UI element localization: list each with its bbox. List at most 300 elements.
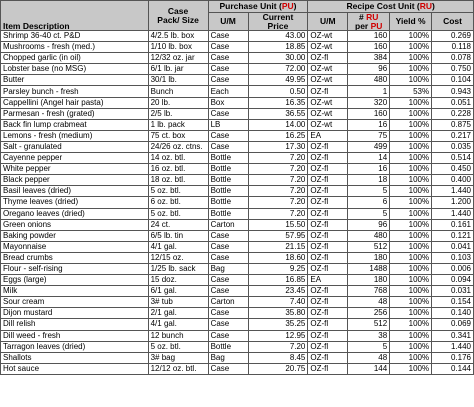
cell-pack: 6/5 lb. tin (148, 230, 208, 241)
cell-pack: 24 ct. (148, 219, 208, 230)
cell-item: Shrimp 36-40 ct. P&D (1, 31, 149, 42)
cell-cost: 0.103 (432, 252, 474, 263)
cell-ru-um: OZ-fl (308, 197, 348, 208)
cell-price: 8.45 (248, 352, 308, 363)
cell-ru-um: OZ-fl (308, 53, 348, 64)
cell-yield: 100% (390, 263, 432, 274)
cell-ru-per-pu: 5 (348, 208, 390, 219)
cell-ru-um: EA (308, 275, 348, 286)
cell-cost: 0.228 (432, 108, 474, 119)
cell-price: 17.30 (248, 141, 308, 152)
cell-cost: 0.514 (432, 153, 474, 164)
table-row (1, 319, 474, 330)
header-case-pack-line1: Case (167, 6, 189, 16)
table-row (1, 75, 474, 86)
cell-item: Lobster base (no MSG) (1, 64, 149, 75)
cell-item: Dijon mustard (1, 308, 149, 319)
cell-um: Case (208, 241, 248, 252)
cell-pack: 1 lb. pack (148, 119, 208, 130)
cell-pack: 6/1 gal. (148, 286, 208, 297)
cell-pack: 1/25 lb. sack (148, 263, 208, 274)
cell-ru-per-pu: 1488 (348, 263, 390, 274)
cell-pack: Bunch (148, 86, 208, 97)
cell-yield: 100% (390, 297, 432, 308)
cell-um: Each (208, 86, 248, 97)
cell-price: 7.20 (248, 186, 308, 197)
cell-um: LB (208, 119, 248, 130)
cell-price: 35.25 (248, 319, 308, 330)
cell-ru-um: OZ-fl (308, 263, 348, 274)
cell-price: 7.40 (248, 297, 308, 308)
header-ru-um-label: U/M (320, 16, 336, 27)
cell-item: Bread crumbs (1, 252, 149, 263)
cell-ru-per-pu: 48 (348, 297, 390, 308)
cell-ru-per-pu: 768 (348, 286, 390, 297)
cell-cost: 1.440 (432, 341, 474, 352)
cell-pack: 5 oz. btl. (148, 208, 208, 219)
cell-item: Salt - granulated (1, 141, 149, 152)
cell-yield: 100% (390, 119, 432, 130)
header-pu-um-label: U/M (220, 16, 236, 27)
cell-ru-um: OZ-fl (308, 286, 348, 297)
table-row (1, 286, 474, 297)
cell-item: Flour - self-rising (1, 263, 149, 274)
cell-price: 57.95 (248, 230, 308, 241)
cell-yield: 100% (390, 286, 432, 297)
header-current-price-line2: Price (267, 20, 289, 31)
cell-um: Case (208, 31, 248, 42)
cell-yield: 53% (390, 86, 432, 97)
cell-item: Tarragon leaves (dried) (1, 341, 149, 352)
cell-um: Case (208, 141, 248, 152)
header-ru-per-pu (348, 13, 390, 31)
cell-pack: 24/26 oz. ctns. (148, 141, 208, 152)
cell-pack: 15 doz. (148, 275, 208, 286)
cell-um: Case (208, 108, 248, 119)
header-purchase-unit-close: ) (293, 1, 297, 12)
cell-price: 7.20 (248, 164, 308, 175)
cell-cost: 0.450 (432, 164, 474, 175)
cell-item: Mushrooms - fresh (med.) (1, 42, 149, 53)
cell-ru-um: OZ-fl (308, 186, 348, 197)
cell-cost: 0.121 (432, 230, 474, 241)
cell-price: 7.20 (248, 197, 308, 208)
cell-ru-um: OZ-fl (308, 86, 348, 97)
header-current-price-line1: Current (262, 12, 294, 22)
cell-ru-um: OZ-fl (308, 141, 348, 152)
table-row (1, 42, 474, 53)
cell-yield: 100% (390, 108, 432, 119)
cell-pack: 6 oz. btl. (148, 197, 208, 208)
cell-ru-per-pu: 480 (348, 230, 390, 241)
cell-pack: 1/10 lb. box (148, 42, 208, 53)
cell-yield: 100% (390, 308, 432, 319)
cell-price: 21.15 (248, 241, 308, 252)
cell-item: Dill relish (1, 319, 149, 330)
cell-yield: 100% (390, 252, 432, 263)
table-row (1, 330, 474, 341)
header-case-pack-size (148, 1, 208, 31)
cell-yield: 100% (390, 230, 432, 241)
header-ru-per-pu-hash: # (359, 12, 364, 22)
cell-yield: 100% (390, 319, 432, 330)
cell-cost: 0.176 (432, 352, 474, 363)
cell-pack: 16 oz. btl. (148, 164, 208, 175)
cell-cost: 0.400 (432, 175, 474, 186)
cell-ru-um: OZ-fl (308, 219, 348, 230)
cell-item: Chopped garlic (in oil) (1, 53, 149, 64)
cell-cost: 0.217 (432, 130, 474, 141)
cell-um: Bottle (208, 197, 248, 208)
cell-ru-per-pu: 16 (348, 164, 390, 175)
cell-pack: 12 bunch (148, 330, 208, 341)
cell-item: Mayonnaise (1, 241, 149, 252)
table-row (1, 86, 474, 97)
table-row (1, 352, 474, 363)
cell-um: Case (208, 64, 248, 75)
cell-item: Basil leaves (dried) (1, 186, 149, 197)
cell-ru-per-pu: 16 (348, 119, 390, 130)
cell-item: Thyme leaves (dried) (1, 197, 149, 208)
header-recipe-cost-unit-abbr: RU (419, 1, 433, 12)
cell-ru-um: OZ-fl (308, 252, 348, 263)
cell-cost: 0.161 (432, 219, 474, 230)
cell-ru-um: OZ-fl (308, 175, 348, 186)
cell-yield: 100% (390, 241, 432, 252)
table-row (1, 175, 474, 186)
cell-pack: 4/1 gal. (148, 319, 208, 330)
cell-ru-um: OZ-fl (308, 208, 348, 219)
cell-yield: 100% (390, 197, 432, 208)
cell-pack: 4/1 gal. (148, 241, 208, 252)
cell-item: White pepper (1, 164, 149, 175)
cell-ru-um: OZ-wt (308, 64, 348, 75)
cell-price: 7.20 (248, 153, 308, 164)
cell-cost: 0.154 (432, 297, 474, 308)
cell-ru-um: OZ-fl (308, 241, 348, 252)
cell-yield: 100% (390, 42, 432, 53)
cell-ru-um: OZ-fl (308, 319, 348, 330)
cell-ru-um: OZ-wt (308, 31, 348, 42)
cell-item: Cayenne pepper (1, 153, 149, 164)
cell-item: Hot sauce (1, 363, 149, 374)
table-row (1, 308, 474, 319)
header-ru-um (308, 13, 348, 31)
cell-item: Parmesan - fresh (grated) (1, 108, 149, 119)
header-ru-per-pu-pu: PU (370, 20, 383, 31)
cell-cost: 0.341 (432, 330, 474, 341)
header-purchase-unit-abbr: PU (281, 1, 294, 12)
cell-pack: 2/1 gal. (148, 308, 208, 319)
cell-ru-um: OZ-fl (308, 352, 348, 363)
cell-cost: 0.943 (432, 86, 474, 97)
cell-ru-um: OZ-fl (308, 230, 348, 241)
cell-pack: 5 oz. btl. (148, 186, 208, 197)
cell-pack: 6/1 lb. jar (148, 64, 208, 75)
cell-pack: 4/2.5 lb. box (148, 31, 208, 42)
cell-ru-per-pu: 96 (348, 219, 390, 230)
table-row (1, 186, 474, 197)
cell-cost: 1.440 (432, 208, 474, 219)
cell-ru-per-pu: 256 (348, 308, 390, 319)
cell-yield: 100% (390, 341, 432, 352)
table-row (1, 164, 474, 175)
cell-yield: 100% (390, 186, 432, 197)
header-ru-per-pu-ru: RU (366, 12, 379, 22)
cell-um: Bottle (208, 341, 248, 352)
cell-um: Case (208, 319, 248, 330)
cell-cost: 0.144 (432, 363, 474, 374)
cell-ru-per-pu: 320 (348, 97, 390, 108)
cell-yield: 100% (390, 31, 432, 42)
table-row (1, 341, 474, 352)
cell-pack: 3# bag (148, 352, 208, 363)
cell-um: Bag (208, 263, 248, 274)
cell-yield: 100% (390, 330, 432, 341)
cell-ru-um: OZ-wt (308, 42, 348, 53)
table-row (1, 363, 474, 374)
cell-ru-um: EA (308, 130, 348, 141)
table-row (1, 197, 474, 208)
cell-um: Carton (208, 297, 248, 308)
cell-cost: 0.051 (432, 97, 474, 108)
header-yield (390, 13, 432, 31)
cell-yield: 100% (390, 141, 432, 152)
cell-ru-per-pu: 14 (348, 153, 390, 164)
cell-pack: 12/32 oz. jar (148, 53, 208, 64)
table-row (1, 263, 474, 274)
cell-cost: 0.041 (432, 241, 474, 252)
cell-ru-um: OZ-wt (308, 97, 348, 108)
cell-ru-per-pu: 5 (348, 341, 390, 352)
cell-um: Bottle (208, 175, 248, 186)
header-recipe-cost-unit-title: Recipe Cost Unit ( (346, 1, 420, 12)
table-row (1, 97, 474, 108)
cell-ru-um: OZ-wt (308, 108, 348, 119)
cell-um: Case (208, 308, 248, 319)
cell-price: 18.85 (248, 42, 308, 53)
header-pu-um (208, 13, 248, 31)
cell-ru-um: OZ-fl (308, 153, 348, 164)
header-yield-label: Yield % (395, 16, 426, 27)
cell-ru-per-pu: 512 (348, 241, 390, 252)
cell-price: 16.35 (248, 97, 308, 108)
cell-pack: 75 ct. box (148, 130, 208, 141)
cell-yield: 100% (390, 97, 432, 108)
cell-cost: 0.078 (432, 53, 474, 64)
cell-ru-per-pu: 5 (348, 186, 390, 197)
cell-price: 20.75 (248, 363, 308, 374)
table-row (1, 208, 474, 219)
cell-cost: 0.104 (432, 75, 474, 86)
cell-um: Bottle (208, 153, 248, 164)
cell-ru-per-pu: 75 (348, 130, 390, 141)
cell-ru-per-pu: 1 (348, 86, 390, 97)
cell-price: 35.80 (248, 308, 308, 319)
cell-cost: 1.200 (432, 197, 474, 208)
cell-price: 43.00 (248, 31, 308, 42)
cell-item: Black pepper (1, 175, 149, 186)
cell-cost: 0.750 (432, 64, 474, 75)
cell-price: 7.20 (248, 208, 308, 219)
cell-pack: 12/15 oz. (148, 252, 208, 263)
cell-pack: 3# tub (148, 297, 208, 308)
cell-price: 16.25 (248, 130, 308, 141)
cell-ru-um: OZ-fl (308, 308, 348, 319)
cell-yield: 100% (390, 352, 432, 363)
cell-um: Case (208, 286, 248, 297)
cell-ru-per-pu: 180 (348, 275, 390, 286)
cell-yield: 100% (390, 64, 432, 75)
cell-price: 0.50 (248, 86, 308, 97)
table-row (1, 241, 474, 252)
cell-yield: 100% (390, 219, 432, 230)
cell-price: 9.25 (248, 263, 308, 274)
header-item-description-label: Item Description (3, 20, 70, 31)
cell-pack: 14 oz. btl. (148, 153, 208, 164)
cell-price: 7.20 (248, 175, 308, 186)
cell-ru-um: OZ-fl (308, 341, 348, 352)
cell-um: Case (208, 363, 248, 374)
cell-item: Shallots (1, 352, 149, 363)
cell-ru-um: OZ-fl (308, 164, 348, 175)
cell-item: Sour cream (1, 297, 149, 308)
cell-pack: 5 oz. btl. (148, 341, 208, 352)
table-row (1, 252, 474, 263)
header-cost (432, 13, 474, 31)
cell-um: Case (208, 53, 248, 64)
cell-item: Lemons - fresh (medium) (1, 130, 149, 141)
header-purchase-unit-title: Purchase Unit ( (219, 1, 282, 12)
cell-ru-per-pu: 48 (348, 352, 390, 363)
cell-item: Oregano leaves (dried) (1, 208, 149, 219)
table-row (1, 119, 474, 130)
cell-price: 12.95 (248, 330, 308, 341)
cell-yield: 100% (390, 75, 432, 86)
cell-price: 15.50 (248, 219, 308, 230)
cell-yield: 100% (390, 208, 432, 219)
cell-ru-um: OZ-fl (308, 297, 348, 308)
cell-um: Case (208, 275, 248, 286)
cell-um: Bottle (208, 186, 248, 197)
cell-price: 30.00 (248, 53, 308, 64)
cell-ru-um: OZ-wt (308, 75, 348, 86)
cell-pack: 20 lb. (148, 97, 208, 108)
cell-ru-per-pu: 512 (348, 319, 390, 330)
cell-cost: 0.875 (432, 119, 474, 130)
cell-um: Case (208, 252, 248, 263)
header-current-price (248, 13, 308, 31)
cell-yield: 100% (390, 153, 432, 164)
cell-cost: 1.440 (432, 186, 474, 197)
cell-cost: 0.031 (432, 286, 474, 297)
cell-cost: 0.094 (432, 275, 474, 286)
cell-cost: 0.069 (432, 319, 474, 330)
cell-cost: 0.118 (432, 42, 474, 53)
cell-um: Case (208, 130, 248, 141)
table-row (1, 275, 474, 286)
table-row (1, 64, 474, 75)
cell-ru-per-pu: 144 (348, 363, 390, 374)
cell-price: 72.00 (248, 64, 308, 75)
cell-item: Eggs (large) (1, 275, 149, 286)
cell-yield: 100% (390, 363, 432, 374)
header-ru-per-pu-per: per (355, 20, 369, 31)
table-row (1, 53, 474, 64)
table-row (1, 141, 474, 152)
cell-um: Bottle (208, 164, 248, 175)
table-row (1, 230, 474, 241)
header-purchase-unit (208, 1, 308, 13)
cell-price: 16.85 (248, 275, 308, 286)
cell-yield: 100% (390, 130, 432, 141)
cell-ru-um: OZ-fl (308, 363, 348, 374)
cell-price: 36.55 (248, 108, 308, 119)
cell-item: Green onions (1, 219, 149, 230)
cell-ru-per-pu: 384 (348, 53, 390, 64)
cell-price: 14.00 (248, 119, 308, 130)
cell-cost: 0.006 (432, 263, 474, 274)
cell-cost: 0.269 (432, 31, 474, 42)
cell-ru-um: OZ-wt (308, 119, 348, 130)
cell-um: Box (208, 97, 248, 108)
header-cost-label: Cost (443, 16, 462, 27)
cell-ru-per-pu: 6 (348, 197, 390, 208)
table-row (1, 108, 474, 119)
table-row (1, 153, 474, 164)
cell-price: 18.60 (248, 252, 308, 263)
cell-cost: 0.035 (432, 141, 474, 152)
cell-cost: 0.140 (432, 308, 474, 319)
header-recipe-cost-unit-close: ) (432, 1, 435, 12)
cell-ru-per-pu: 96 (348, 64, 390, 75)
cell-price: 49.95 (248, 75, 308, 86)
cell-pack: 30/1 lb. (148, 75, 208, 86)
cell-item: Parsley bunch - fresh (1, 86, 149, 97)
cell-item: Back fin lump crabmeat (1, 119, 149, 130)
cell-yield: 100% (390, 164, 432, 175)
cell-price: 7.20 (248, 341, 308, 352)
cell-ru-per-pu: 499 (348, 141, 390, 152)
cell-pack: 18 oz. btl. (148, 175, 208, 186)
header-item-description (1, 1, 149, 31)
cell-um: Case (208, 230, 248, 241)
cell-ru-per-pu: 160 (348, 42, 390, 53)
table-body (1, 31, 474, 375)
table-row (1, 31, 474, 42)
cell-item: Butter (1, 75, 149, 86)
table-row (1, 219, 474, 230)
cell-ru-per-pu: 180 (348, 252, 390, 263)
cell-item: Baking powder (1, 230, 149, 241)
header-recipe-cost-unit (308, 1, 474, 13)
cell-pack: 2/5 lb. (148, 108, 208, 119)
cell-um: Case (208, 75, 248, 86)
table-row (1, 297, 474, 308)
cell-ru-per-pu: 38 (348, 330, 390, 341)
cell-yield: 100% (390, 275, 432, 286)
cell-ru-per-pu: 160 (348, 108, 390, 119)
cell-um: Carton (208, 219, 248, 230)
cell-um: Case (208, 42, 248, 53)
cell-item: Dill weed - fresh (1, 330, 149, 341)
cell-yield: 100% (390, 175, 432, 186)
cell-item: Cappellini (Angel hair pasta) (1, 97, 149, 108)
header-case-pack-line2: Pack/ Size (157, 14, 199, 25)
table-row (1, 130, 474, 141)
cell-ru-per-pu: 18 (348, 175, 390, 186)
cell-ru-um: OZ-fl (308, 330, 348, 341)
